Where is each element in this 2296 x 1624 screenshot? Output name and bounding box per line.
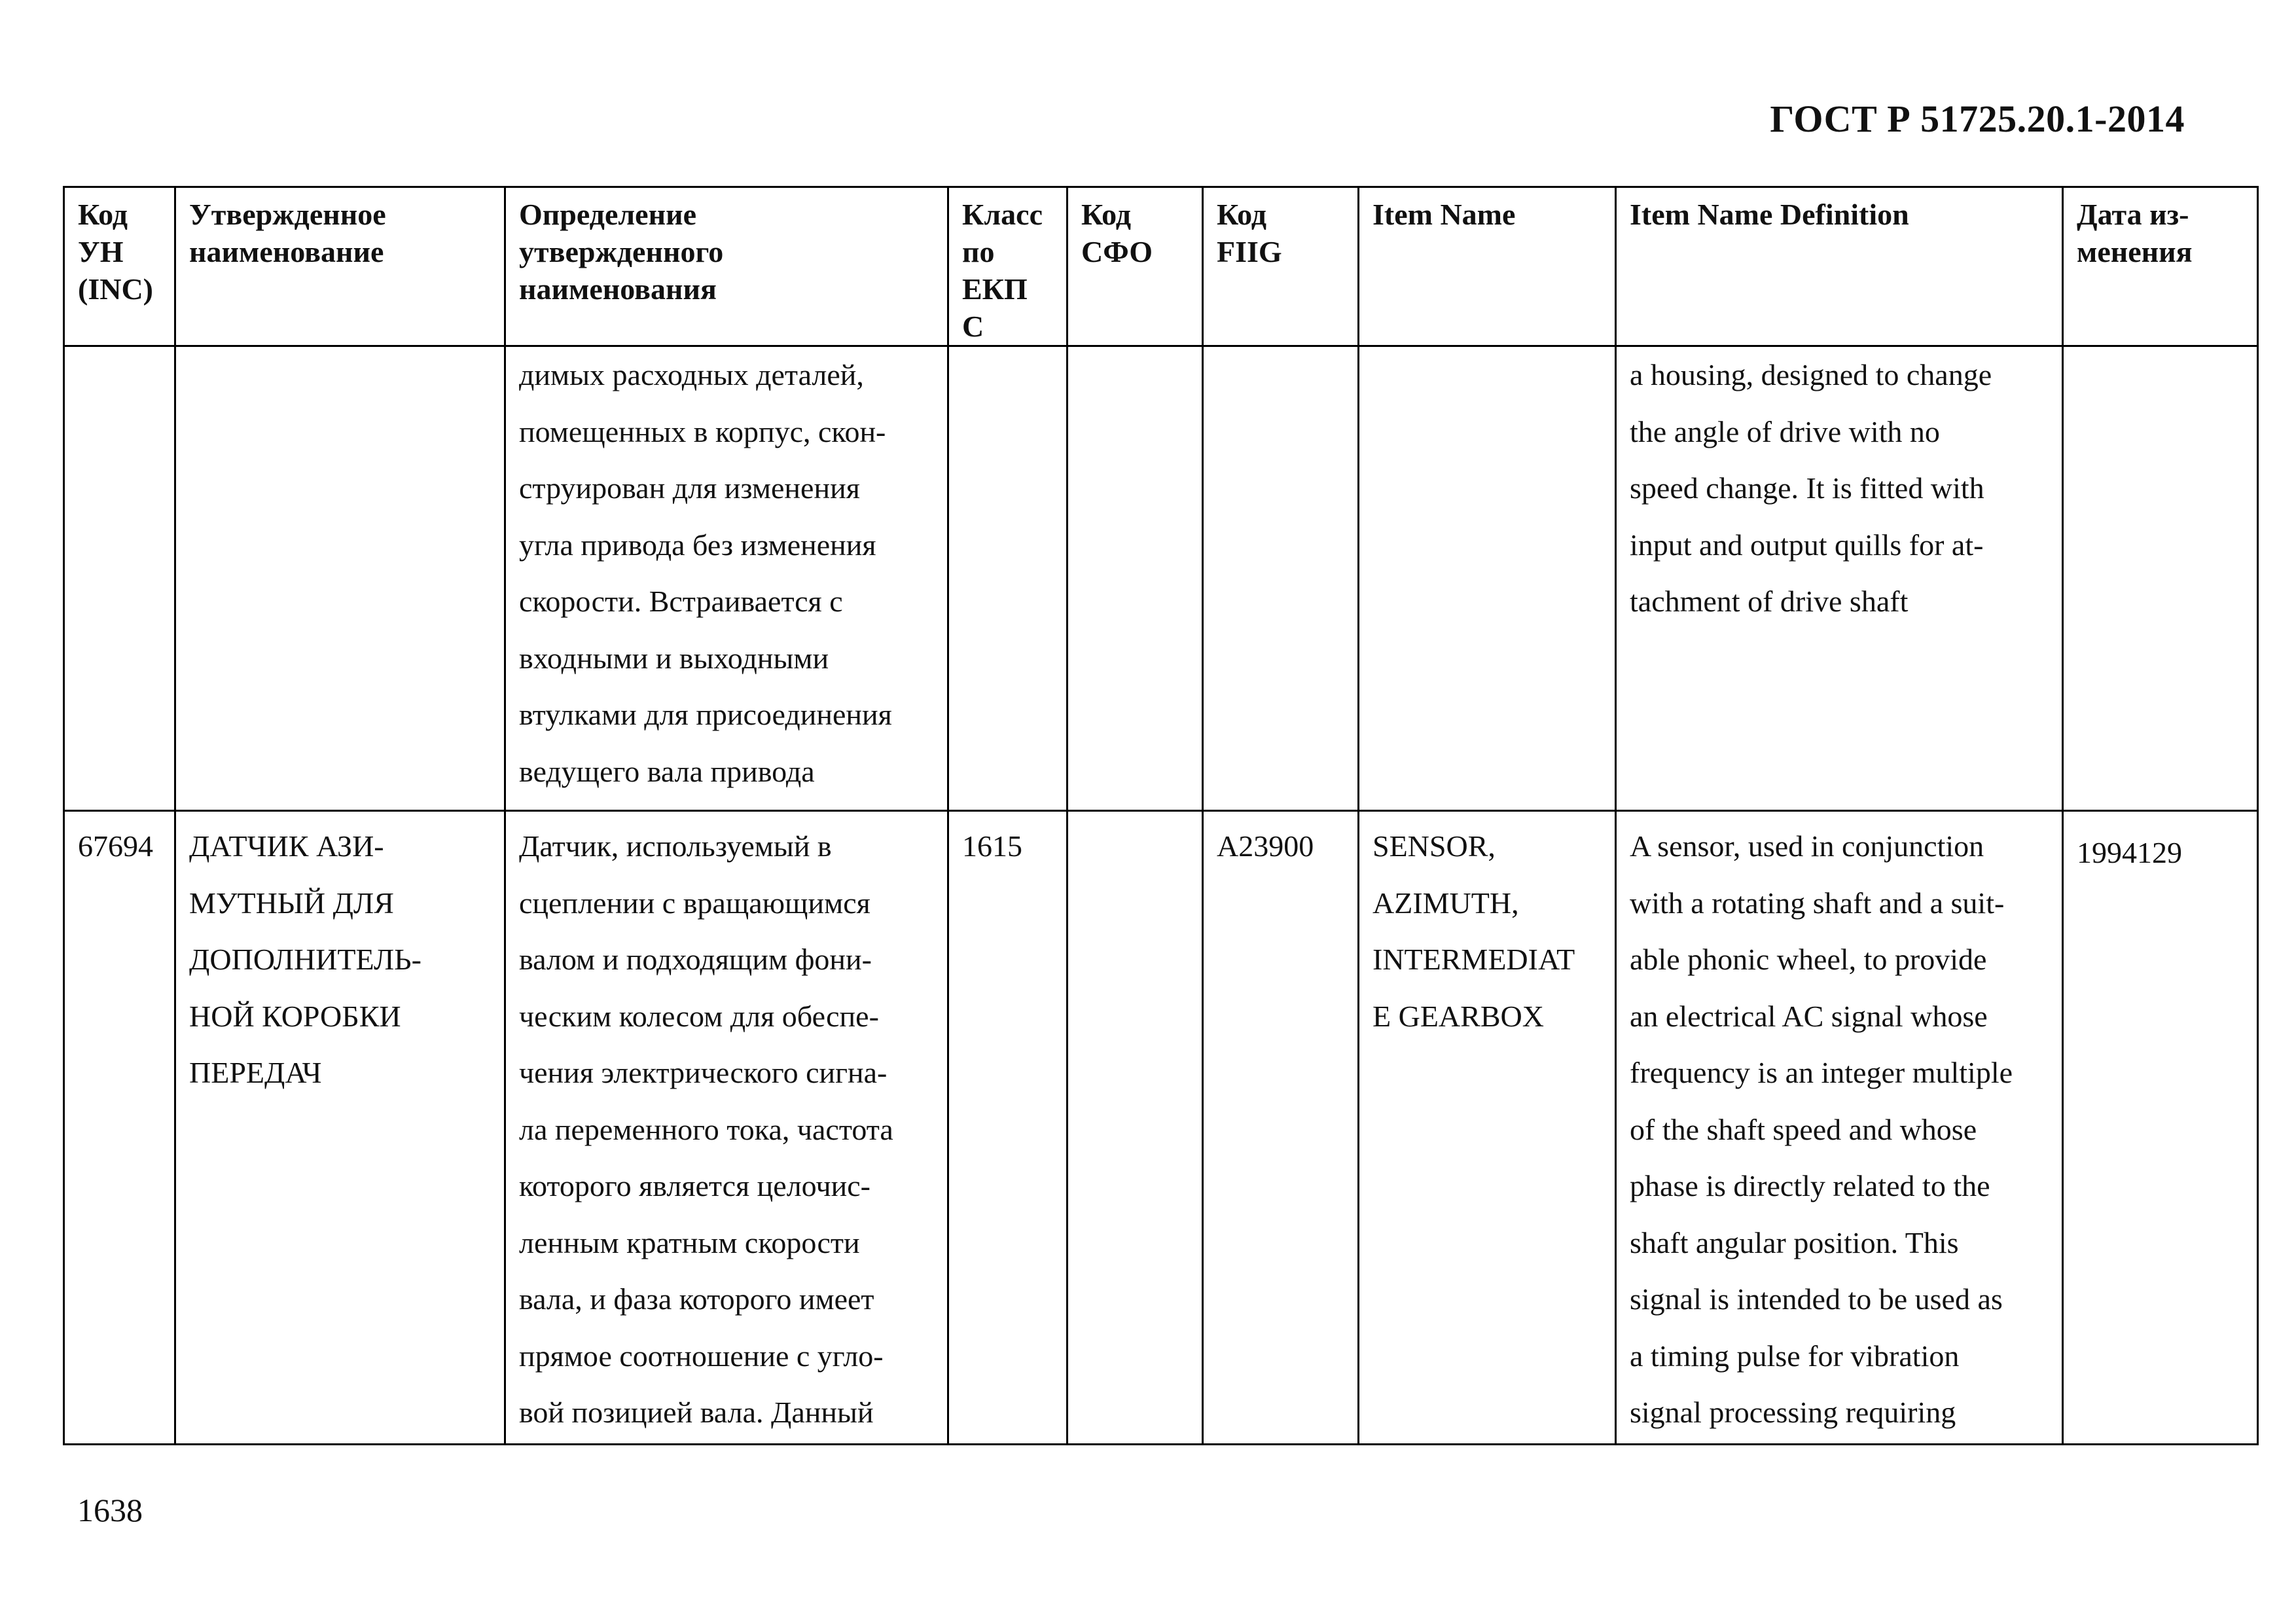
cell-text-line: input and output quills for at- [1630, 528, 1984, 562]
cell-text-line: ЕКП [962, 272, 1028, 306]
header-inc [64, 187, 175, 346]
cell-text-line: tachment of drive shaft [1630, 585, 1909, 618]
table-row [64, 346, 2258, 811]
cell-text-line: по [962, 235, 995, 268]
cell-text-line: ПЕРЕДАЧ [189, 1056, 322, 1089]
cell-text-line: Код [78, 198, 128, 231]
cell-text-line: вой позицией вала. Данный [519, 1396, 874, 1429]
cell-text-line: an electrical AC signal whose [1630, 999, 1988, 1033]
cell-text-line: phase is directly related to the [1630, 1169, 1990, 1202]
nomenclature-table [63, 186, 2259, 1445]
cell-text-line: сцеплении с вращающимся [519, 886, 870, 920]
cell-text-line: скорости. Встраивается с [519, 585, 843, 618]
cell-text-line: Item Name Definition [1630, 198, 1909, 231]
cell-text-line: able phonic wheel, to provide [1630, 943, 1987, 976]
cell-text-line: speed change. It is fitted with [1630, 471, 1984, 505]
cell-text-line: Дата из- [2077, 198, 2189, 231]
cell-text-line: НОЙ КОРОБКИ [189, 999, 401, 1033]
cell-text-line: валом и подходящим фони- [519, 943, 872, 976]
cell-text-line: втулками для присоединения [519, 698, 892, 731]
cell-text-line: SENSOR, [1372, 829, 1496, 863]
cell-change-date: 1994129 [2063, 811, 2258, 1445]
cell-text-line: менения [2077, 235, 2193, 268]
cell-text-line: AZIMUTH, [1372, 886, 1519, 920]
cell-item-name [1359, 811, 1616, 1445]
cell-text-line: УН [78, 235, 124, 268]
cell-ekps-class: 1615 [948, 811, 1067, 1445]
cell-text-line: FIIG [1217, 235, 1282, 268]
cell-text-line: СФО [1081, 235, 1153, 268]
cell-inc [64, 346, 175, 811]
cell-text-line: signal processing requiring [1630, 1396, 1956, 1429]
cell-text-line: INTERMEDIAT [1372, 943, 1575, 976]
cell-text-line: Утвержденное [189, 198, 386, 231]
header-ekps-class [948, 187, 1067, 346]
cell-text-line: наименование [189, 235, 384, 268]
cell-approved-name [175, 346, 505, 811]
cell-text-line: of the shaft speed and whose [1630, 1112, 1977, 1146]
cell-text-line: shaft angular position. This [1630, 1225, 1959, 1259]
cell-text-line: A sensor, used in conjunction [1630, 829, 1984, 863]
cell-text-line: Класс [962, 198, 1043, 231]
cell-text-line: ведущего вала привода [519, 754, 815, 788]
cell-approved-name [175, 811, 505, 1445]
cell-item-name [1359, 346, 1616, 811]
header-approved-name [175, 187, 505, 346]
cell-text-line: чения электрического сигна- [519, 1056, 888, 1089]
cell-text-line: E GEARBOX [1372, 999, 1544, 1033]
cell-text-line: С [962, 310, 984, 343]
cell-text-line: утвержденного [519, 235, 724, 268]
cell-text-line: струирован для изменения [519, 471, 860, 505]
cell-approved-definition [505, 346, 948, 811]
cell-fiig-code: A23900 [1203, 811, 1359, 1445]
cell-inc: 67694 [64, 811, 175, 1445]
cell-text-line: a timing pulse for vibration [1630, 1339, 1960, 1373]
cell-fiig-code [1203, 346, 1359, 811]
cell-change-date [2063, 346, 2258, 811]
cell-text-line: димых расходных деталей, [519, 358, 864, 391]
cell-text-line: входными и выходными [519, 641, 829, 675]
cell-ekps-class [948, 346, 1067, 811]
cell-text-line: угла привода без изменения [519, 528, 876, 562]
cell-text-line: with a rotating shaft and a suit- [1630, 886, 2005, 920]
cell-text-line: ДАТЧИК АЗИ- [189, 829, 384, 863]
cell-text-line: signal is intended to be used as [1630, 1282, 2003, 1316]
cell-text-line: Датчик, используемый в [519, 829, 832, 863]
cell-text-line: ла переменного тока, частота [519, 1112, 893, 1146]
table-row [64, 811, 2258, 1445]
header-approved-definition [505, 187, 948, 346]
cell-text-line: помещенных в корпус, скон- [519, 414, 886, 448]
header-item-name [1359, 187, 1616, 346]
header-change-date [2063, 187, 2258, 346]
cell-item-name-definition [1616, 811, 2063, 1445]
cell-text-line: Определение [519, 198, 697, 231]
cell-text-line: которого является целочис- [519, 1169, 870, 1202]
cell-text-line: the angle of drive with no [1630, 414, 1940, 448]
page-number: 1638 [77, 1492, 143, 1528]
cell-text-line: прямое соотношение с угло- [519, 1339, 884, 1373]
cell-text-line: ДОПОЛНИТЕЛЬ- [189, 943, 422, 976]
cell-sfo-code [1067, 811, 1203, 1445]
header-sfo-code [1067, 187, 1203, 346]
cell-approved-definition [505, 811, 948, 1445]
cell-sfo-code [1067, 346, 1203, 811]
header-fiig-code [1203, 187, 1359, 346]
cell-text-line: наименования [519, 272, 717, 306]
cell-text-line: frequency is an integer multiple [1630, 1056, 2013, 1089]
cell-text-line: Item Name [1372, 198, 1516, 231]
cell-text-line: МУТНЫЙ ДЛЯ [189, 886, 394, 920]
header-item-name-definition [1616, 187, 2063, 346]
table-header-row [64, 187, 2258, 346]
cell-text-line: Код [1217, 198, 1267, 231]
cell-text-line: (INC) [78, 272, 153, 306]
cell-item-name-definition [1616, 346, 2063, 811]
document-standard-code: ГОСТ Р 51725.20.1-2014 [1770, 98, 2185, 140]
cell-text-line: вала, и фаза которого имеет [519, 1282, 874, 1316]
cell-text-line: a housing, designed to change [1630, 358, 1992, 391]
cell-text-line: Код [1081, 198, 1132, 231]
cell-text-line: ленным кратным скорости [519, 1225, 860, 1259]
cell-text-line: ческим колесом для обеспе- [519, 999, 879, 1033]
